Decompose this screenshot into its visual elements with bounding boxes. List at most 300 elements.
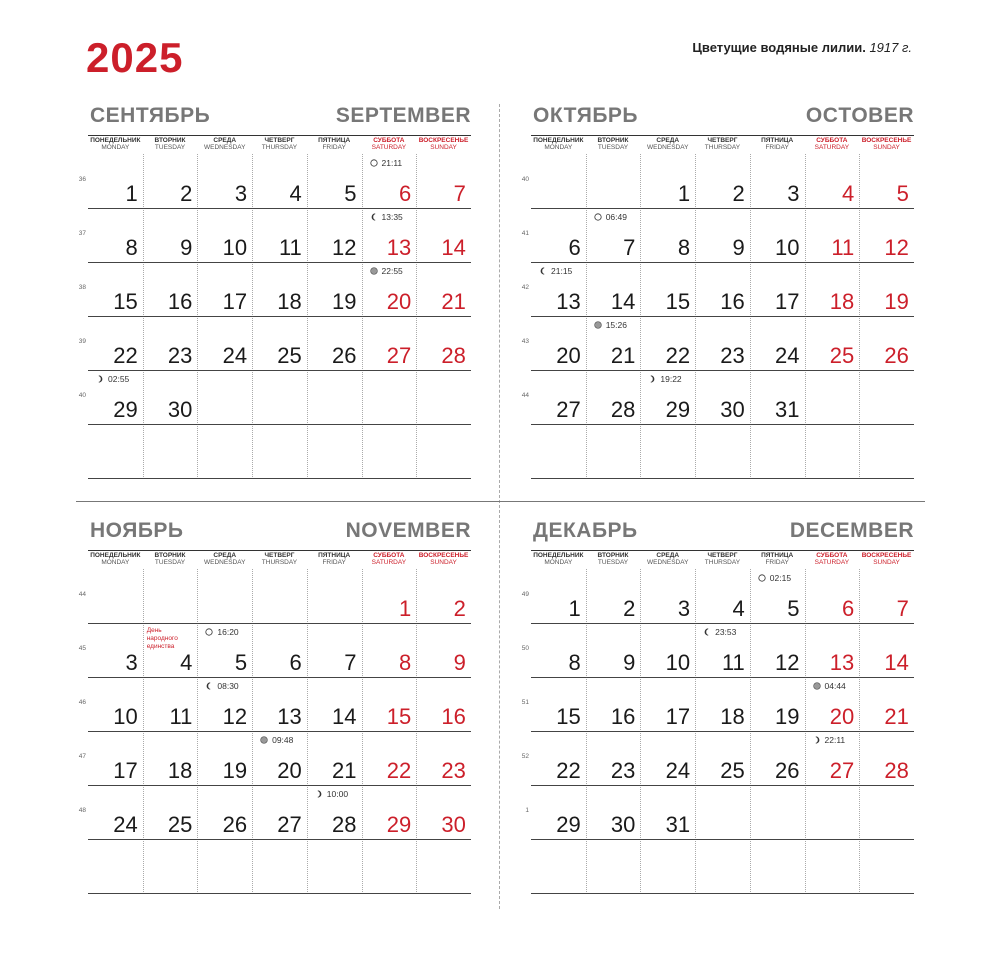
weekday-friday bbox=[750, 552, 805, 566]
month-name-en: SEPTEMBER bbox=[335, 104, 471, 127]
weekday-saturday bbox=[805, 137, 860, 151]
weekday-en: WEDNESDAY bbox=[647, 144, 689, 151]
weekday-en: THURSDAY bbox=[261, 144, 298, 151]
day-number: 1 bbox=[398, 596, 412, 621]
day-cell bbox=[362, 731, 417, 785]
day-number: 8 bbox=[125, 235, 138, 260]
day-cell bbox=[362, 262, 417, 316]
day-number: 16 bbox=[441, 704, 466, 729]
day-cell bbox=[416, 316, 471, 370]
week-number: 49 bbox=[521, 591, 529, 598]
day-number: 7 bbox=[453, 181, 466, 206]
day-cell bbox=[362, 677, 417, 731]
day-number: 20 bbox=[277, 758, 302, 783]
day-number: 3 bbox=[234, 181, 248, 206]
weekday-ru: ВТОРНИК bbox=[597, 137, 629, 144]
day-cell bbox=[362, 154, 417, 208]
day-number: 3 bbox=[677, 596, 691, 621]
week-number: 40 bbox=[521, 176, 529, 183]
day-number: 27 bbox=[556, 397, 581, 422]
day-number: 1 bbox=[568, 596, 581, 621]
last-quarter-icon bbox=[205, 682, 213, 690]
weekday-wednesday bbox=[640, 137, 695, 151]
full-moon-icon bbox=[260, 736, 268, 744]
day-cell bbox=[750, 569, 805, 623]
row-divider bbox=[88, 893, 471, 894]
weekday-thursday bbox=[695, 137, 750, 151]
week-number: 45 bbox=[78, 645, 86, 652]
week-number: 52 bbox=[521, 753, 529, 760]
weekday-friday bbox=[307, 137, 362, 151]
moon-phase-time: 22:11 bbox=[824, 735, 846, 745]
day-cell bbox=[640, 262, 695, 316]
weekday-ru: СУББОТА bbox=[816, 137, 848, 144]
day-cell bbox=[143, 785, 198, 839]
moon-phase-time: 10:00 bbox=[326, 789, 349, 799]
day-number: 23 bbox=[720, 343, 745, 368]
day-cell bbox=[416, 208, 471, 262]
day-number: 13 bbox=[556, 289, 581, 314]
day-cell bbox=[88, 262, 143, 316]
weekday-en: WEDNESDAY bbox=[204, 559, 246, 566]
day-cell bbox=[750, 208, 805, 262]
day-number: 19 bbox=[332, 289, 357, 314]
day-cell bbox=[416, 677, 471, 731]
moon-phase bbox=[205, 627, 238, 637]
day-cell bbox=[307, 154, 362, 208]
day-cell bbox=[531, 731, 586, 785]
weekday-thursday bbox=[695, 552, 750, 566]
weekday-en: WEDNESDAY bbox=[647, 559, 689, 566]
artwork-title: Цветущие водяные лилии. bbox=[692, 40, 866, 55]
moon-phase bbox=[370, 158, 403, 168]
day-number: 26 bbox=[884, 343, 909, 368]
weekday-ru: ЧЕТВЕРГ bbox=[264, 137, 295, 144]
day-cell bbox=[859, 569, 914, 623]
weekday-ru: ПОНЕДЕЛЬНИК bbox=[533, 552, 584, 559]
moon-phase bbox=[539, 266, 572, 276]
day-number: 15 bbox=[113, 289, 138, 314]
day-cell bbox=[143, 208, 198, 262]
day-number: 17 bbox=[222, 289, 248, 314]
weekday-wednesday bbox=[640, 552, 695, 566]
day-number: 2 bbox=[180, 181, 193, 206]
day-cell bbox=[805, 262, 860, 316]
weekday-saturday bbox=[362, 552, 417, 566]
day-number: 19 bbox=[222, 758, 248, 783]
day-cell bbox=[695, 677, 750, 731]
weekday-en: SUNDAY bbox=[430, 559, 457, 566]
weekday-en: FRIDAY bbox=[322, 559, 346, 566]
weekday-sunday bbox=[859, 552, 914, 566]
moon-phase bbox=[96, 374, 129, 384]
week-number: 1 bbox=[525, 807, 529, 814]
day-cell bbox=[197, 316, 252, 370]
weekday-en: TUESDAY bbox=[154, 144, 186, 151]
weekday-ru: ПЯТНИЦА bbox=[761, 137, 794, 144]
weekday-en: MONDAY bbox=[101, 559, 130, 566]
day-cell bbox=[197, 262, 252, 316]
day-cell bbox=[143, 316, 198, 370]
day-number: 13 bbox=[277, 704, 302, 729]
day-cell bbox=[750, 731, 805, 785]
day-cell bbox=[252, 208, 307, 262]
day-number: 16 bbox=[610, 704, 636, 729]
day-cell bbox=[805, 569, 860, 623]
day-cell bbox=[197, 785, 252, 839]
month-november bbox=[78, 519, 471, 919]
day-number: 15 bbox=[386, 704, 412, 729]
day-number: 25 bbox=[167, 812, 193, 837]
weekday-tuesday bbox=[143, 552, 198, 566]
day-number: 9 bbox=[453, 650, 466, 675]
artwork-caption bbox=[692, 40, 912, 55]
weekday-ru: СРЕДА bbox=[213, 552, 237, 559]
day-cell bbox=[586, 316, 641, 370]
moon-phase-time: 19:22 bbox=[660, 374, 682, 384]
month-name-ru: НОЯБРЬ bbox=[90, 519, 184, 542]
weekday-en: SATURDAY bbox=[814, 144, 850, 151]
full-moon-icon bbox=[813, 682, 821, 690]
day-cell bbox=[197, 208, 252, 262]
weekday-en: WEDNESDAY bbox=[204, 144, 246, 151]
day-number: 18 bbox=[829, 289, 855, 314]
moon-phase-time: 21:15 bbox=[551, 266, 573, 276]
day-cell bbox=[88, 731, 143, 785]
day-number: 24 bbox=[113, 812, 138, 837]
weekday-en: TUESDAY bbox=[154, 559, 186, 566]
day-number: 25 bbox=[829, 343, 855, 368]
weekday-en: SATURDAY bbox=[371, 559, 407, 566]
day-cell bbox=[695, 569, 750, 623]
day-number: 24 bbox=[775, 343, 800, 368]
vertical-divider bbox=[499, 104, 500, 909]
month-name-ru: ДЕКАБРЬ bbox=[533, 519, 638, 542]
day-cell bbox=[416, 569, 471, 623]
week-number: 47 bbox=[78, 753, 86, 760]
day-number: 1 bbox=[125, 181, 138, 206]
month-october bbox=[521, 104, 914, 504]
full-moon-icon bbox=[370, 267, 378, 275]
moon-phase bbox=[370, 212, 403, 222]
weekday-ru: ЧЕТВЕРГ bbox=[707, 552, 738, 559]
moon-phase-time: 08:30 bbox=[217, 681, 239, 691]
weekday-ru: ПЯТНИЦА bbox=[318, 552, 351, 559]
row-divider bbox=[531, 839, 914, 840]
day-cell bbox=[586, 785, 641, 839]
first-quarter-icon bbox=[813, 736, 821, 744]
day-number: 30 bbox=[610, 812, 636, 837]
day-number: 29 bbox=[113, 397, 138, 422]
new-moon-icon bbox=[594, 213, 602, 221]
week-number: 46 bbox=[78, 699, 86, 706]
day-number: 24 bbox=[222, 343, 248, 368]
moon-phase bbox=[648, 374, 681, 384]
month-december bbox=[521, 519, 914, 919]
day-cell bbox=[750, 370, 805, 424]
day-cell bbox=[695, 316, 750, 370]
weekday-ru: ЧЕТВЕРГ bbox=[264, 552, 295, 559]
weekday-ru: СРЕДА bbox=[213, 137, 237, 144]
day-cell bbox=[640, 677, 695, 731]
day-cell bbox=[88, 208, 143, 262]
day-number: 16 bbox=[167, 289, 193, 314]
day-number: 19 bbox=[884, 289, 909, 314]
row-divider bbox=[531, 893, 914, 894]
day-number: 3 bbox=[125, 650, 138, 675]
day-cell bbox=[143, 370, 198, 424]
day-number: 4 bbox=[841, 181, 855, 206]
artwork-year: 1917 г. bbox=[869, 40, 912, 55]
last-quarter-icon bbox=[703, 628, 711, 636]
week-number: 37 bbox=[78, 230, 86, 237]
day-number: 22 bbox=[556, 758, 581, 783]
day-number: 30 bbox=[720, 397, 745, 422]
day-number: 29 bbox=[386, 812, 412, 837]
day-number: 13 bbox=[829, 650, 855, 675]
day-cell bbox=[88, 316, 143, 370]
day-cell bbox=[252, 677, 307, 731]
day-cell bbox=[88, 154, 143, 208]
day-cell bbox=[586, 262, 641, 316]
day-cell bbox=[805, 677, 860, 731]
day-cell bbox=[531, 370, 586, 424]
day-cell bbox=[252, 731, 307, 785]
day-number: 17 bbox=[665, 704, 691, 729]
day-number: 3 bbox=[787, 181, 800, 206]
day-number: 29 bbox=[665, 397, 691, 422]
day-cell bbox=[416, 785, 471, 839]
weekday-saturday bbox=[805, 552, 860, 566]
weekday-sunday bbox=[859, 137, 914, 151]
day-number: 28 bbox=[610, 397, 636, 422]
day-number: 2 bbox=[732, 181, 745, 206]
week-number: 40 bbox=[78, 392, 86, 399]
moon-phase-time: 04:44 bbox=[824, 681, 846, 691]
day-number: 14 bbox=[610, 289, 636, 314]
weekday-monday bbox=[531, 137, 586, 151]
day-cell bbox=[805, 154, 860, 208]
day-number: 22 bbox=[665, 343, 691, 368]
weekday-ru: СРЕДА bbox=[656, 552, 680, 559]
day-number: 28 bbox=[884, 758, 909, 783]
weekday-en: FRIDAY bbox=[765, 144, 789, 151]
weekday-header-row bbox=[88, 135, 471, 155]
day-cell bbox=[859, 623, 914, 677]
weekday-en: FRIDAY bbox=[765, 559, 789, 566]
day-number: 12 bbox=[332, 235, 357, 260]
last-quarter-icon bbox=[370, 213, 378, 221]
day-cell bbox=[307, 785, 362, 839]
weekday-ru: СУББОТА bbox=[373, 137, 405, 144]
day-number: 5 bbox=[344, 181, 357, 206]
month-name-en: NOVEMBER bbox=[345, 519, 471, 542]
weekday-en: MONDAY bbox=[101, 144, 130, 151]
day-cell bbox=[416, 154, 471, 208]
day-number: 8 bbox=[568, 650, 581, 675]
day-cell bbox=[307, 677, 362, 731]
weekday-ru: ПОНЕДЕЛЬНИК bbox=[90, 552, 141, 559]
weekday-ru: ЧЕТВЕРГ bbox=[707, 137, 738, 144]
weekday-thursday bbox=[252, 137, 307, 151]
full-moon-icon bbox=[594, 321, 602, 329]
day-cell bbox=[640, 569, 695, 623]
day-number: 10 bbox=[113, 704, 138, 729]
day-cell bbox=[362, 208, 417, 262]
day-cell bbox=[307, 316, 362, 370]
month-name-ru: СЕНТЯБРЬ bbox=[90, 104, 211, 127]
moon-phase-time: 06:49 bbox=[605, 212, 627, 222]
weekday-tuesday bbox=[143, 137, 198, 151]
day-number: 26 bbox=[775, 758, 800, 783]
day-cell bbox=[859, 154, 914, 208]
weekday-saturday bbox=[362, 137, 417, 151]
day-number: 6 bbox=[289, 650, 302, 675]
day-cell bbox=[88, 677, 143, 731]
moon-phase bbox=[315, 789, 348, 799]
month-name-en: OCTOBER bbox=[805, 104, 914, 127]
day-cell bbox=[531, 785, 586, 839]
weekday-en: SATURDAY bbox=[371, 144, 407, 151]
day-number: 20 bbox=[556, 343, 581, 368]
day-cell bbox=[805, 731, 860, 785]
day-cell bbox=[362, 785, 417, 839]
day-number: 18 bbox=[167, 758, 193, 783]
day-number: 12 bbox=[222, 704, 248, 729]
week-number: 44 bbox=[78, 591, 86, 598]
day-cell bbox=[586, 623, 641, 677]
day-number: 27 bbox=[829, 758, 855, 783]
moon-phase bbox=[703, 627, 736, 637]
month-name-ru: ОКТЯБРЬ bbox=[533, 104, 639, 127]
day-number: 29 bbox=[556, 812, 581, 837]
day-number: 28 bbox=[441, 343, 466, 368]
weekday-ru: ВОСКРЕСЕНЬЕ bbox=[418, 137, 469, 144]
day-number: 23 bbox=[610, 758, 636, 783]
day-number: 25 bbox=[720, 758, 745, 783]
day-number: 4 bbox=[180, 650, 193, 675]
weekday-header-row bbox=[531, 550, 914, 570]
moon-phase bbox=[205, 681, 238, 691]
weekday-ru: ПОНЕДЕЛЬНИК bbox=[533, 137, 584, 144]
day-number: 15 bbox=[665, 289, 691, 314]
day-number: 8 bbox=[398, 650, 412, 675]
day-cell bbox=[586, 731, 641, 785]
day-cell bbox=[197, 623, 252, 677]
day-cell bbox=[586, 370, 641, 424]
weekday-thursday bbox=[252, 552, 307, 566]
weekday-ru: ВОСКРЕСЕНЬЕ bbox=[861, 137, 912, 144]
day-cell bbox=[416, 262, 471, 316]
weekday-ru: ПОНЕДЕЛЬНИК bbox=[90, 137, 141, 144]
day-number: 26 bbox=[332, 343, 357, 368]
weekday-en: TUESDAY bbox=[597, 144, 629, 151]
week-number: 44 bbox=[521, 392, 529, 399]
month-grid bbox=[521, 154, 914, 479]
day-cell bbox=[640, 316, 695, 370]
day-cell bbox=[695, 262, 750, 316]
day-number: 21 bbox=[441, 289, 466, 314]
day-number: 17 bbox=[775, 289, 800, 314]
weekday-header-row bbox=[531, 135, 914, 155]
day-cell bbox=[143, 677, 198, 731]
day-number: 25 bbox=[277, 343, 302, 368]
day-cell bbox=[88, 370, 143, 424]
weekday-ru: СРЕДА bbox=[656, 137, 680, 144]
moon-phase-time: 16:20 bbox=[217, 627, 239, 637]
holiday-note: День народного единства bbox=[146, 627, 178, 650]
day-cell bbox=[859, 677, 914, 731]
weekday-en: THURSDAY bbox=[704, 144, 741, 151]
day-cell bbox=[143, 262, 198, 316]
weekday-tuesday bbox=[586, 552, 641, 566]
day-number: 18 bbox=[277, 289, 302, 314]
day-cell bbox=[640, 785, 695, 839]
day-cell bbox=[362, 569, 417, 623]
day-cell bbox=[252, 316, 307, 370]
day-number: 10 bbox=[222, 235, 248, 260]
weekday-monday bbox=[531, 552, 586, 566]
day-cell bbox=[859, 731, 914, 785]
day-cell bbox=[307, 623, 362, 677]
month-grid bbox=[521, 569, 914, 894]
new-moon-icon bbox=[370, 159, 378, 167]
day-number: 5 bbox=[896, 181, 909, 206]
weekday-monday bbox=[88, 552, 143, 566]
day-number: 21 bbox=[332, 758, 357, 783]
day-number: 15 bbox=[556, 704, 581, 729]
moon-phase-time: 02:15 bbox=[769, 573, 792, 583]
weekday-sunday bbox=[416, 552, 471, 566]
moon-phase bbox=[813, 681, 846, 691]
day-number: 5 bbox=[234, 650, 248, 675]
moon-phase-time: 09:48 bbox=[272, 735, 294, 745]
weekday-en: TUESDAY bbox=[597, 559, 629, 566]
day-cell bbox=[531, 316, 586, 370]
week-number: 41 bbox=[521, 230, 529, 237]
day-cell bbox=[586, 677, 641, 731]
week-number: 42 bbox=[521, 284, 529, 291]
day-cell bbox=[750, 154, 805, 208]
day-number: 2 bbox=[623, 596, 636, 621]
day-cell bbox=[805, 316, 860, 370]
week-number: 50 bbox=[521, 645, 529, 652]
day-number: 18 bbox=[720, 704, 745, 729]
last-quarter-icon bbox=[539, 267, 547, 275]
weekday-friday bbox=[307, 552, 362, 566]
day-cell bbox=[307, 731, 362, 785]
day-number: 21 bbox=[610, 343, 636, 368]
month-header bbox=[531, 104, 914, 132]
moon-phase-time: 21:11 bbox=[381, 158, 403, 168]
weekday-ru: ВТОРНИК bbox=[154, 137, 186, 144]
day-cell bbox=[695, 208, 750, 262]
week-number: 48 bbox=[78, 807, 86, 814]
day-number: 11 bbox=[169, 704, 193, 729]
weekday-ru: ВТОРНИК bbox=[597, 552, 629, 559]
day-cell bbox=[640, 370, 695, 424]
moon-phase-time: 15:26 bbox=[605, 320, 627, 330]
weekday-en: FRIDAY bbox=[322, 144, 346, 151]
day-number: 12 bbox=[775, 650, 800, 675]
day-number: 19 bbox=[775, 704, 800, 729]
row-divider bbox=[88, 839, 471, 840]
month-header bbox=[88, 104, 471, 132]
day-number: 6 bbox=[398, 181, 412, 206]
day-cell bbox=[197, 154, 252, 208]
month-header bbox=[88, 519, 471, 547]
day-number: 7 bbox=[623, 235, 636, 260]
